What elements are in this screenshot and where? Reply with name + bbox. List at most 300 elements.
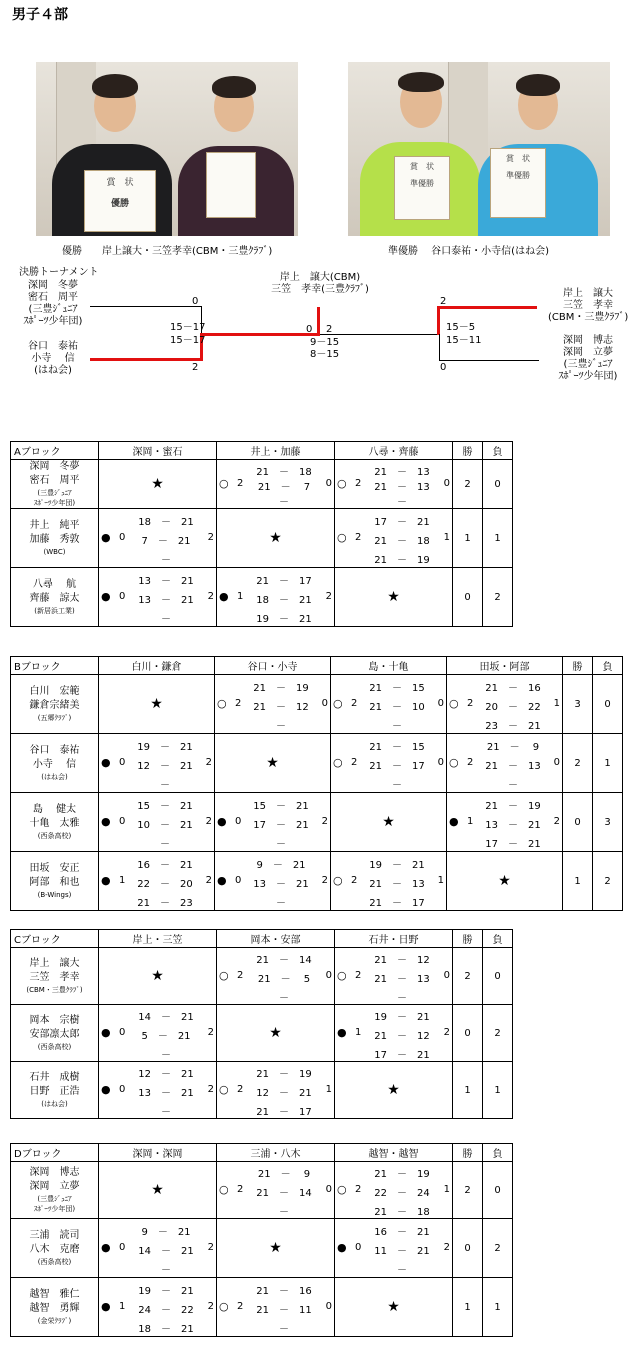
game-score: 20 － 22 xyxy=(485,702,541,713)
game-score: 21 － 12 xyxy=(253,702,309,713)
table-row xyxy=(11,568,513,627)
games-lost: 2 xyxy=(205,875,212,886)
left-match-bottom-score: 2 xyxy=(192,362,199,373)
game-score: － xyxy=(161,1265,171,1277)
bracket-team-bottom-right: 深岡 博志 深岡 立夢 (三豊ｼﾞｭﾆｱ ｽﾎﾟｰﾂ少年団) xyxy=(558,335,618,382)
self-match-star-icon: ★ xyxy=(99,460,217,509)
loss-mark-icon: ● xyxy=(337,1026,347,1039)
game-score: 12 － 21 xyxy=(256,1088,312,1099)
game-score: 21 － 15 xyxy=(369,682,425,694)
self-match-star-icon: ★ xyxy=(217,509,335,568)
games-lost: 2 xyxy=(443,1027,450,1038)
league-table-c xyxy=(10,929,513,1119)
table-row xyxy=(11,793,623,852)
game-score: 21 － 16 xyxy=(485,682,541,694)
table-row xyxy=(11,1162,513,1219)
games-lost: 2 xyxy=(443,1242,450,1253)
win-mark-icon: ○ xyxy=(333,697,343,710)
table-row xyxy=(11,948,513,1005)
player-pair: 八尋 航 齊藤 諒太 (新居浜工業) xyxy=(11,568,99,627)
games-lost: 1 xyxy=(443,532,450,543)
games-won: 0 xyxy=(119,1242,126,1253)
bracket-team-top-right: 岸上 譲大 三笠 孝幸 (CBM・三豊ｸﾗﾌﾞ) xyxy=(548,288,629,323)
games-won: 0 xyxy=(119,1027,126,1038)
game-score: 13 － 21 xyxy=(138,595,194,606)
table-row xyxy=(11,1278,513,1337)
game-score: 21 － 16 xyxy=(256,1285,312,1297)
game-score: － xyxy=(397,1265,407,1277)
game-score: 15 － 21 xyxy=(137,800,193,812)
match-result xyxy=(335,948,453,1005)
self-match-star-icon: ★ xyxy=(217,1219,335,1278)
game-score: － xyxy=(160,839,170,851)
match-result xyxy=(215,675,331,734)
game-score: 21 － 17 xyxy=(369,898,425,910)
game-score: 19 － 21 xyxy=(138,1285,194,1297)
block-name: Dブロック xyxy=(11,1144,99,1162)
games-won: 2 xyxy=(237,1184,244,1195)
loss-mark-icon: ● xyxy=(101,874,111,887)
game-score: 21 － 10 xyxy=(369,702,425,713)
games-lost: 0 xyxy=(325,970,332,981)
page-title: 男子４部 xyxy=(12,7,68,23)
games-lost: 1 xyxy=(325,1084,332,1095)
player-pair: 三浦 読司 八木 克磨 (西条高校) xyxy=(11,1219,99,1278)
final-game-1: 9－15 xyxy=(310,337,340,348)
table-row xyxy=(11,734,623,793)
game-score: 14 － 21 xyxy=(138,1246,194,1257)
game-score: 13 － 21 xyxy=(138,1088,194,1099)
loss-header: 負 xyxy=(483,442,513,460)
left-match-game-1: 15－17 xyxy=(170,322,206,333)
loss-count: 0 xyxy=(483,460,513,509)
game-score: 21 － 17 xyxy=(256,575,312,587)
game-score: 21 － 23 xyxy=(137,898,193,910)
game-score: 9 － 21 xyxy=(141,1226,191,1238)
games-lost: 0 xyxy=(325,1301,332,1312)
player-pair: 石井 成樹 日野 正浩 (はね会) xyxy=(11,1062,99,1119)
game-score: 14 － 21 xyxy=(138,1012,194,1024)
bracket-team-top-left: 深岡 冬夢 密石 周平 (三豊ｼﾞｭﾆｱ ｽﾎﾟｰﾂ少年団) xyxy=(23,280,83,327)
games-lost: 0 xyxy=(325,1184,332,1195)
game-score: 21 － 13 xyxy=(369,879,425,890)
match-result xyxy=(331,852,447,911)
game-score: － xyxy=(279,1206,289,1218)
game-score: 12 － 21 xyxy=(137,761,193,772)
loss-mark-icon: ● xyxy=(101,1300,111,1313)
runnerup-photo xyxy=(348,62,610,236)
game-score: 17 － 21 xyxy=(374,1049,430,1061)
winner-caption: 優勝 岸上譲大・三笠孝幸(CBM・三豊ｸﾗﾌﾞ) xyxy=(62,246,273,257)
opponent-header: 岸上・三笠 xyxy=(99,930,217,948)
games-won: 0 xyxy=(355,1242,362,1253)
games-lost: 1 xyxy=(437,875,444,886)
right-match-game-1: 15－5 xyxy=(446,322,476,333)
game-score: 21 － 13 xyxy=(374,466,430,478)
win-header: 勝 xyxy=(563,657,593,675)
game-score: 15 － 21 xyxy=(253,800,309,812)
game-score: 21 － 12 xyxy=(374,955,430,967)
final-right-score: 2 xyxy=(326,324,333,335)
games-lost: 0 xyxy=(321,698,328,709)
table-row xyxy=(11,1219,513,1278)
match-result xyxy=(217,1278,335,1337)
loss-mark-icon: ● xyxy=(337,1241,347,1254)
self-match-star-icon: ★ xyxy=(215,734,331,793)
game-score: 13 － 21 xyxy=(253,879,309,890)
game-score: － xyxy=(508,780,518,792)
games-won: 2 xyxy=(235,698,242,709)
runnerup-certificate-2: 賞 状 準優勝 xyxy=(490,148,546,218)
game-score: 21 － 18 xyxy=(374,1206,430,1218)
game-score: － xyxy=(397,992,407,1004)
games-lost: 0 xyxy=(437,698,444,709)
win-count: 3 xyxy=(563,675,593,734)
opponent-header: 深岡・蜜石 xyxy=(99,442,217,460)
loss-mark-icon: ● xyxy=(449,815,459,828)
games-won: 2 xyxy=(351,757,358,768)
game-score: 21 － 15 xyxy=(369,741,425,753)
game-score: 18 － 21 xyxy=(138,516,194,528)
player-pair: 岸上 譲大 三笠 孝幸 (CBM・三豊ｸﾗﾌﾞ) xyxy=(11,948,99,1005)
left-match-game-2: 15－17 xyxy=(170,335,206,346)
match-result xyxy=(447,734,563,793)
match-result xyxy=(217,568,335,627)
game-score: 21 － 19 xyxy=(256,1069,312,1081)
games-won: 0 xyxy=(235,875,242,886)
table-row xyxy=(11,852,623,911)
game-score: 19 － 21 xyxy=(137,741,193,753)
win-mark-icon: ○ xyxy=(337,1183,347,1196)
game-score: 5 － 21 xyxy=(141,1031,191,1042)
loss-count: 1 xyxy=(593,734,623,793)
game-score: 17 － 21 xyxy=(253,820,309,831)
games-lost: 2 xyxy=(207,1242,214,1253)
game-score: 19 － 21 xyxy=(369,859,425,871)
win-mark-icon: ○ xyxy=(337,477,347,490)
win-header: 勝 xyxy=(453,1144,483,1162)
games-won: 0 xyxy=(119,816,126,827)
match-result xyxy=(215,793,331,852)
game-score: － xyxy=(279,1324,289,1336)
runnerup-caption: 準優勝 谷口泰祐・小寺信(はね会) xyxy=(388,246,549,257)
game-score: － xyxy=(392,780,402,792)
game-score: 13 － 21 xyxy=(485,820,541,831)
win-mark-icon: ○ xyxy=(217,697,227,710)
winner-certificate: 賞 状 優勝 xyxy=(84,170,156,232)
game-score: 21 － 5 xyxy=(257,974,311,985)
games-won: 2 xyxy=(355,532,362,543)
games-lost: 2 xyxy=(321,816,328,827)
loss-mark-icon: ● xyxy=(217,874,227,887)
games-won: 2 xyxy=(351,875,358,886)
game-score: － xyxy=(276,721,286,733)
bracket-team-bottom-left: 谷口 泰祐 小寺 信 (はね会) xyxy=(28,341,78,376)
game-score: 7 － 21 xyxy=(141,536,191,547)
loss-mark-icon: ● xyxy=(219,590,229,603)
game-score: 21 － 11 xyxy=(256,1305,312,1316)
loss-count: 2 xyxy=(483,1219,513,1278)
game-score: 13 － 21 xyxy=(138,575,194,587)
win-count: 1 xyxy=(453,1278,483,1337)
game-score: 21 － 19 xyxy=(253,682,309,694)
win-count: 2 xyxy=(453,460,483,509)
game-score: 24 － 22 xyxy=(138,1305,194,1316)
player-pair: 田坂 安正 阿部 和也 (B-Wings) xyxy=(11,852,99,911)
win-mark-icon: ○ xyxy=(333,874,343,887)
loss-count: 3 xyxy=(593,793,623,852)
games-lost: 1 xyxy=(553,698,560,709)
self-match-star-icon: ★ xyxy=(99,1162,217,1219)
match-result xyxy=(335,1219,453,1278)
bracket-label: 決勝トーナメント xyxy=(19,267,99,278)
game-score: － xyxy=(161,1106,171,1118)
loss-header: 負 xyxy=(593,657,623,675)
game-score: 21 － 14 xyxy=(256,1188,312,1199)
games-won: 0 xyxy=(119,757,126,768)
league-table-a xyxy=(10,441,513,627)
right-match-game-2: 15－11 xyxy=(446,335,482,346)
game-score: 21 － 9 xyxy=(486,741,540,753)
loss-count: 2 xyxy=(483,568,513,627)
games-lost: 2 xyxy=(325,591,332,602)
loss-header: 負 xyxy=(483,1144,513,1162)
loss-count: 0 xyxy=(483,948,513,1005)
self-match-star-icon: ★ xyxy=(335,1278,453,1337)
win-count: 1 xyxy=(453,1062,483,1119)
loss-mark-icon: ● xyxy=(101,1026,111,1039)
self-match-star-icon: ★ xyxy=(99,675,215,734)
game-score: 21 － 18 xyxy=(374,536,430,547)
games-lost: 0 xyxy=(553,757,560,768)
loss-mark-icon: ● xyxy=(101,1241,111,1254)
game-score: 9 － 21 xyxy=(256,859,306,871)
games-lost: 2 xyxy=(207,591,214,602)
final-game-2: 8－15 xyxy=(310,349,340,360)
win-mark-icon: ○ xyxy=(219,1183,229,1196)
game-score: 21 － 17 xyxy=(256,1106,312,1118)
player-pair: 谷口 泰祐 小寺 信 (はね会) xyxy=(11,734,99,793)
match-result xyxy=(217,948,335,1005)
win-count: 0 xyxy=(563,793,593,852)
game-score: － xyxy=(161,614,171,626)
win-mark-icon: ○ xyxy=(219,1083,229,1096)
game-score: 21 － 13 xyxy=(485,761,541,772)
player-pair: 島 健太 十亀 太雅 (西条高校) xyxy=(11,793,99,852)
loss-count: 1 xyxy=(483,1278,513,1337)
games-lost: 2 xyxy=(553,816,560,827)
match-result xyxy=(99,568,217,627)
games-lost: 2 xyxy=(207,1301,214,1312)
games-won: 1 xyxy=(237,591,244,602)
self-match-star-icon: ★ xyxy=(217,1005,335,1062)
game-score: 21 － 17 xyxy=(369,761,425,772)
opponent-header: 八尋・齊藤 xyxy=(335,442,453,460)
league-table-b xyxy=(10,656,623,911)
game-score: － xyxy=(276,898,286,910)
match-result xyxy=(99,1278,217,1337)
game-score: － xyxy=(279,992,289,1004)
games-lost: 1 xyxy=(443,1184,450,1195)
loss-count: 1 xyxy=(483,509,513,568)
game-score: 18 － 21 xyxy=(138,1324,194,1336)
games-won: 2 xyxy=(355,478,362,489)
final-left-score: 0 xyxy=(306,324,313,335)
win-count: 1 xyxy=(563,852,593,911)
win-mark-icon: ○ xyxy=(337,531,347,544)
opponent-header: 越智・越智 xyxy=(335,1144,453,1162)
opponent-header: 岡本・安部 xyxy=(217,930,335,948)
match-result xyxy=(99,1005,217,1062)
match-result xyxy=(217,460,335,509)
win-count: 0 xyxy=(453,1219,483,1278)
loss-count: 0 xyxy=(593,675,623,734)
game-score: 12 － 21 xyxy=(138,1069,194,1081)
game-score: 21 － 19 xyxy=(374,1169,430,1181)
match-result xyxy=(447,675,563,734)
winner-photo xyxy=(36,62,298,236)
win-count: 2 xyxy=(563,734,593,793)
player-pair: 越智 雅仁 越智 勇輝 (金栄ｸﾗﾌﾞ) xyxy=(11,1278,99,1337)
opponent-header: 深岡・深岡 xyxy=(99,1144,217,1162)
match-result xyxy=(331,675,447,734)
loss-count: 1 xyxy=(483,1062,513,1119)
opponent-header: 谷口・小寺 xyxy=(215,657,331,675)
game-score: 10 － 21 xyxy=(137,820,193,831)
table-row xyxy=(11,1005,513,1062)
games-lost: 0 xyxy=(443,478,450,489)
win-mark-icon: ○ xyxy=(333,756,343,769)
game-score: 21 － 19 xyxy=(374,555,430,567)
league-table-d xyxy=(10,1143,513,1337)
opponent-header: 田坂・阿部 xyxy=(447,657,563,675)
games-won: 2 xyxy=(237,478,244,489)
win-mark-icon: ○ xyxy=(219,969,229,982)
block-name: Aブロック xyxy=(11,442,99,460)
player-pair: 岡本 宗樹 安部凛太郎 (西条高校) xyxy=(11,1005,99,1062)
games-won: 2 xyxy=(237,970,244,981)
loss-mark-icon: ● xyxy=(101,531,111,544)
loss-mark-icon: ● xyxy=(101,1083,111,1096)
match-result xyxy=(99,852,215,911)
loss-header: 負 xyxy=(483,930,513,948)
match-result xyxy=(335,1005,453,1062)
match-result xyxy=(331,734,447,793)
match-result xyxy=(447,793,563,852)
game-score: 17 － 21 xyxy=(485,839,541,851)
match-result xyxy=(217,1162,335,1219)
table-row xyxy=(11,1062,513,1119)
games-won: 2 xyxy=(351,698,358,709)
game-score: 16 － 21 xyxy=(137,859,193,871)
player-pair: 深岡 博志 深岡 立夢 (三豊ｼﾞｭﾆｱ ｽﾎﾟｰﾂ少年団) xyxy=(11,1162,99,1219)
win-mark-icon: ○ xyxy=(449,697,459,710)
win-count: 1 xyxy=(453,509,483,568)
game-score: 21 － 19 xyxy=(485,800,541,812)
game-score: 21 － 13 xyxy=(374,482,430,493)
game-score: － xyxy=(161,1049,171,1061)
games-won: 0 xyxy=(119,532,126,543)
games-won: 0 xyxy=(119,591,126,602)
self-match-star-icon: ★ xyxy=(331,793,447,852)
game-score: 21 － 7 xyxy=(257,482,311,493)
win-count: 2 xyxy=(453,1162,483,1219)
games-lost: 2 xyxy=(207,532,214,543)
player-pair: 深岡 冬夢 密石 周平 (三豊ｼﾞｭﾆｱ ｽﾎﾟｰﾂ少年団) xyxy=(11,460,99,509)
game-score: 21 － 13 xyxy=(374,974,430,985)
self-match-star-icon: ★ xyxy=(447,852,563,911)
games-won: 0 xyxy=(119,1084,126,1095)
games-lost: 2 xyxy=(205,816,212,827)
loss-count: 2 xyxy=(593,852,623,911)
games-won: 1 xyxy=(355,1027,362,1038)
win-mark-icon: ○ xyxy=(449,756,459,769)
win-header: 勝 xyxy=(453,930,483,948)
match-result xyxy=(215,852,331,911)
game-score: 11 － 21 xyxy=(374,1246,430,1257)
games-won: 1 xyxy=(119,1301,126,1312)
game-score: － xyxy=(279,497,289,509)
game-score: 22 － 20 xyxy=(137,879,193,890)
match-result xyxy=(99,734,215,793)
win-mark-icon: ○ xyxy=(219,1300,229,1313)
game-score: － xyxy=(392,721,402,733)
game-score: － xyxy=(276,839,286,851)
opponent-header: 井上・加藤 xyxy=(217,442,335,460)
game-score: 17 － 21 xyxy=(374,516,430,528)
game-score: 21 － 12 xyxy=(374,1031,430,1042)
win-count: 2 xyxy=(453,948,483,1005)
games-lost: 0 xyxy=(325,478,332,489)
games-lost: 0 xyxy=(443,970,450,981)
game-score: － xyxy=(397,497,407,509)
loss-mark-icon: ● xyxy=(217,815,227,828)
game-score: 21 － 18 xyxy=(256,466,312,478)
games-won: 1 xyxy=(467,816,474,827)
game-score: － xyxy=(161,555,171,567)
games-lost: 2 xyxy=(207,1084,214,1095)
opponent-header: 白川・鎌倉 xyxy=(99,657,215,675)
table-row xyxy=(11,460,513,509)
game-score: 18 － 21 xyxy=(256,595,312,606)
games-lost: 2 xyxy=(321,875,328,886)
block-name: Bブロック xyxy=(11,657,99,675)
left-match-top-score: 0 xyxy=(192,296,199,307)
match-result xyxy=(335,509,453,568)
table-row xyxy=(11,509,513,568)
match-result xyxy=(99,1219,217,1278)
games-won: 2 xyxy=(237,1301,244,1312)
win-mark-icon: ○ xyxy=(219,477,229,490)
opponent-header: 島・十亀 xyxy=(331,657,447,675)
right-match-bottom-score: 0 xyxy=(440,362,447,373)
loss-mark-icon: ● xyxy=(101,756,111,769)
block-name: Cブロック xyxy=(11,930,99,948)
match-result xyxy=(99,1062,217,1119)
runnerup-certificate-1: 賞 状 準優勝 xyxy=(394,156,450,220)
opponent-header: 三浦・八木 xyxy=(217,1144,335,1162)
loss-count: 2 xyxy=(483,1005,513,1062)
match-result xyxy=(99,509,217,568)
match-result xyxy=(335,460,453,509)
opponent-header: 石井・日野 xyxy=(335,930,453,948)
self-match-star-icon: ★ xyxy=(335,568,453,627)
self-match-star-icon: ★ xyxy=(99,948,217,1005)
player-pair: 白川 宏範 鎌倉宗緒美 (五郷ｸﾗﾌﾞ) xyxy=(11,675,99,734)
games-lost: 2 xyxy=(207,1027,214,1038)
table-row xyxy=(11,675,623,734)
game-score: 16 － 21 xyxy=(374,1226,430,1238)
